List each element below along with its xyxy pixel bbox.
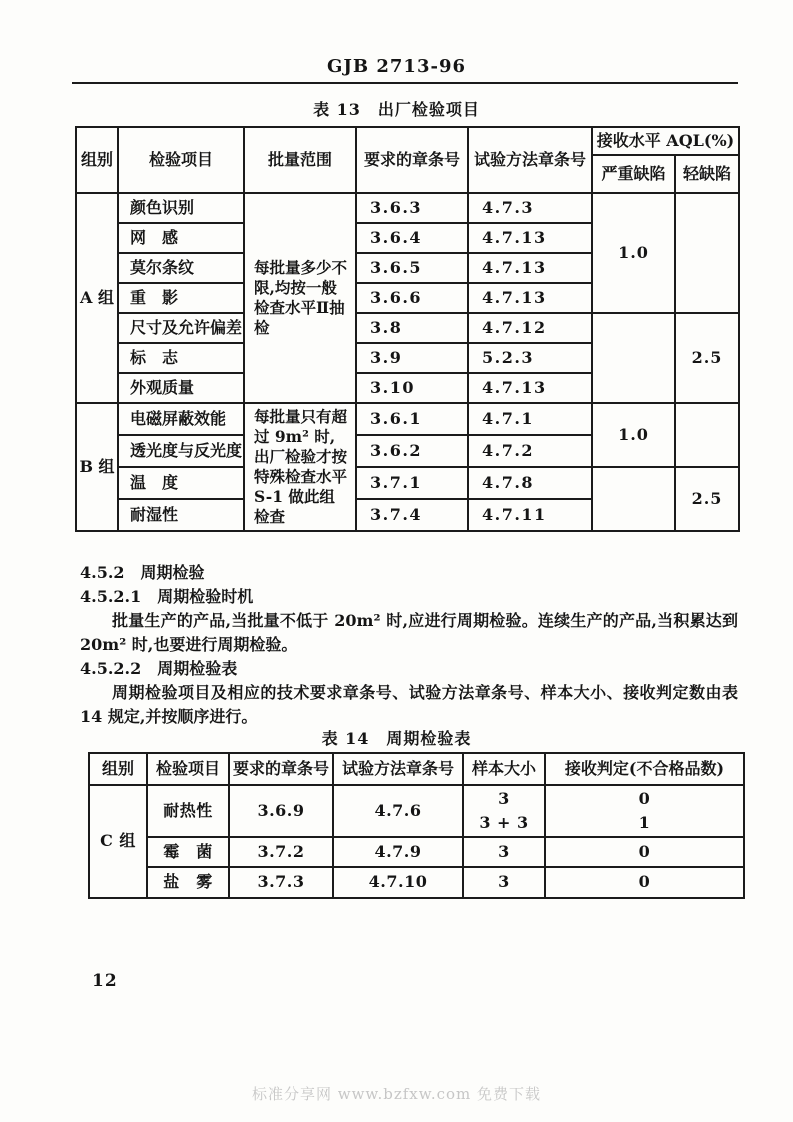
standard-number: GJB 2713-96 [327, 56, 466, 77]
t13-item: 电磁屏蔽效能 [118, 403, 244, 435]
t14-accept-line: 0 [638, 789, 651, 808]
t14-header-acceptance: 接收判定(不合格品数) [545, 753, 744, 785]
t14-req: 3.7.2 [229, 837, 333, 867]
table-row [89, 867, 744, 898]
t14-header-req-clause: 要求的章条号 [229, 753, 333, 785]
header-rule [72, 82, 738, 84]
t13-req: 3.10 [356, 373, 468, 403]
t13-item: 外观质量 [118, 373, 244, 403]
t13-header-aql: 接收水平 AQL(%) [592, 127, 739, 155]
t13-group-b-minor-aql: 2.5 [675, 467, 739, 531]
table-row [89, 837, 744, 867]
t13-req: 3.6.3 [356, 193, 468, 223]
t14-test: 4.7.9 [333, 837, 463, 867]
table14-title: 表 14 周期检验表 [321, 729, 472, 748]
table-row [76, 193, 739, 223]
t14-sample: 3 [463, 867, 545, 898]
t14-header-row [89, 753, 744, 785]
clause-heading-4522: 4.5.2.2 周期检验表 [80, 659, 238, 678]
t13-test: 4.7.3 [468, 193, 592, 223]
table14-periodic-inspection [88, 752, 745, 899]
t13-req: 3.9 [356, 343, 468, 373]
t13-group-a-minor-empty [675, 193, 739, 313]
t14-item: 耐热性 [147, 785, 229, 837]
t13-item: 透光度与反光度 [118, 435, 244, 467]
t13-req: 3.6.6 [356, 283, 468, 313]
t13-group-a-minor-aql: 2.5 [675, 313, 739, 403]
t13-group-a-critical-aql: 1.0 [592, 193, 675, 313]
t13-group-a-critical-empty [592, 313, 675, 403]
t14-header-test-clause: 试验方法章条号 [333, 753, 463, 785]
t13-req: 3.6.5 [356, 253, 468, 283]
t13-header-group: 组别 [76, 127, 118, 193]
t13-group-b-batch-range: 每批量只有超过 9m² 时,出厂检验才按特殊检查水平 S-1 做此组检查 [244, 403, 356, 531]
t14-header-group: 组别 [89, 753, 147, 785]
clause-heading-4521: 4.5.2.1 周期检验时机 [80, 587, 254, 606]
t13-item: 颜色识别 [118, 193, 244, 223]
t13-item: 莫尔条纹 [118, 253, 244, 283]
t14-item: 霉 菌 [147, 837, 229, 867]
t13-header-test-clause: 试验方法章条号 [468, 127, 592, 193]
clause-paragraph-4522: 周期检验项目及相应的技术要求章条号、试验方法章条号、样本大小、接收判定数由表 14 规定,并按顺序进行。 [80, 683, 738, 726]
t14-sample [463, 785, 545, 837]
t14-accept: 0 [545, 837, 744, 867]
t14-sample-line: 3 [498, 789, 510, 808]
page-number: 12 [92, 971, 118, 991]
t13-test: 4.7.11 [468, 499, 592, 531]
table13-title: 表 13 出厂检验项目 [313, 100, 480, 119]
t13-group-b-label: B 组 [76, 403, 118, 531]
t14-sample-line: 3 + 3 [479, 813, 529, 832]
t14-item: 盐 雾 [147, 867, 229, 898]
t13-test: 4.7.8 [468, 467, 592, 499]
clause-paragraph-4521: 批量生产的产品,当批量不低于 20m² 时,应进行周期检验。连续生产的产品,当积累达到 20m² 时,也要进行周期检验。 [80, 611, 738, 654]
t13-group-b-critical-empty [592, 467, 675, 531]
t13-group-b-minor-empty [675, 403, 739, 467]
t14-req: 3.7.3 [229, 867, 333, 898]
t13-header-batch-range: 批量范围 [244, 127, 356, 193]
t14-header-item: 检验项目 [147, 753, 229, 785]
t14-test: 4.7.10 [333, 867, 463, 898]
t13-header-req-clause: 要求的章条号 [356, 127, 468, 193]
t13-header-minor: 轻缺陷 [675, 155, 739, 193]
table-row [76, 403, 739, 435]
t13-header-item: 检验项目 [118, 127, 244, 193]
t13-test: 4.7.1 [468, 403, 592, 435]
t13-req: 3.7.4 [356, 499, 468, 531]
t13-req: 3.6.4 [356, 223, 468, 253]
t14-sample: 3 [463, 837, 545, 867]
t13-header-critical: 严重缺陷 [592, 155, 675, 193]
t13-test: 4.7.13 [468, 283, 592, 313]
t13-test: 4.7.2 [468, 435, 592, 467]
watermark-text: 标准分享网 www.bzfxw.com 免费下载 [251, 1085, 542, 1103]
t13-item: 标 志 [118, 343, 244, 373]
t13-test: 4.7.13 [468, 253, 592, 283]
t13-item: 尺寸及允许偏差 [118, 313, 244, 343]
t13-test: 4.7.13 [468, 223, 592, 253]
t14-header-sample-size: 样本大小 [463, 753, 545, 785]
table-row [89, 785, 744, 837]
t13-test: 5.2.3 [468, 343, 592, 373]
t14-accept [545, 785, 744, 837]
t14-accept: 0 [545, 867, 744, 898]
t13-item: 温 度 [118, 467, 244, 499]
t14-group-label: C 组 [89, 785, 147, 898]
t13-group-a-batch-range: 每批量多少不限,均按一般检查水平Ⅱ抽检 [244, 193, 356, 403]
t14-accept-line: 1 [638, 813, 651, 832]
clause-heading-452: 4.5.2 周期检验 [80, 563, 205, 582]
t13-req: 3.8 [356, 313, 468, 343]
t13-group-b-critical-aql: 1.0 [592, 403, 675, 467]
t13-test: 4.7.12 [468, 313, 592, 343]
t13-test: 4.7.13 [468, 373, 592, 403]
table-row [76, 467, 739, 499]
t14-test: 4.7.6 [333, 785, 463, 837]
t13-item: 重 影 [118, 283, 244, 313]
t13-req: 3.7.1 [356, 467, 468, 499]
t13-item: 网 感 [118, 223, 244, 253]
t13-req: 3.6.1 [356, 403, 468, 435]
t13-item: 耐湿性 [118, 499, 244, 531]
t14-req: 3.6.9 [229, 785, 333, 837]
table13-factory-inspection [75, 126, 740, 532]
t13-header-row-1 [76, 127, 739, 155]
table-row [76, 313, 739, 343]
t13-group-a-label: A 组 [76, 193, 118, 403]
clause-section [80, 561, 738, 729]
t13-req: 3.6.2 [356, 435, 468, 467]
